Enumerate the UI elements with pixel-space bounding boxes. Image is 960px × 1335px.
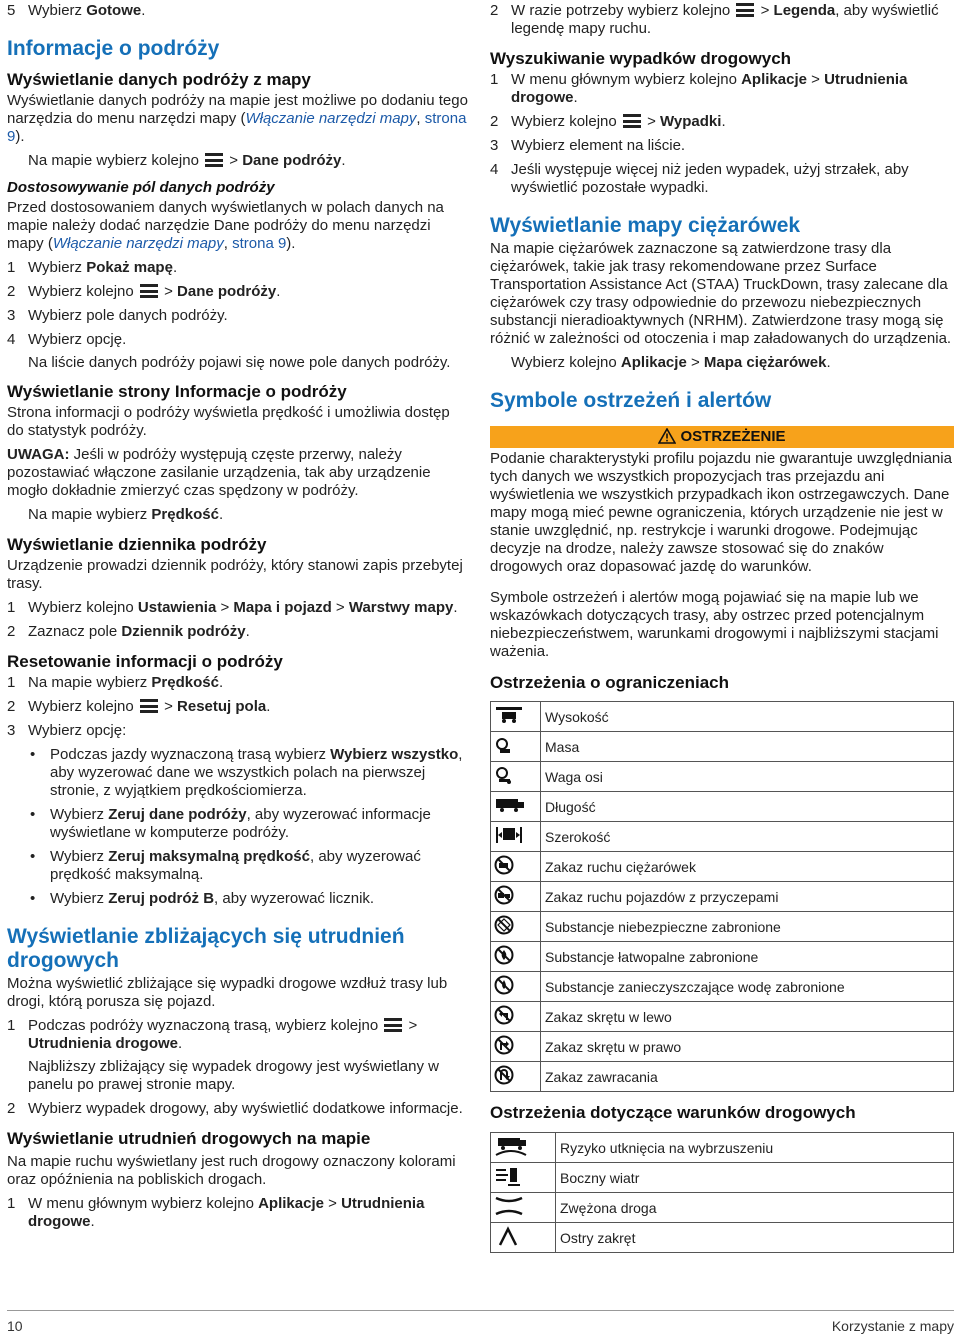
section-title-trip-info: Informacje o podróży (7, 37, 220, 60)
restriction-row (491, 702, 954, 732)
traffic-map-step-1 (7, 1195, 469, 1231)
step-text: Wybierz opcję: (28, 722, 127, 739)
punct: . (341, 152, 346, 169)
ui-label: Legenda (773, 2, 836, 19)
narrow-road-icon (491, 1193, 556, 1223)
menu-icon (140, 699, 158, 713)
punct: . (453, 599, 458, 616)
step-number: 3 (7, 722, 16, 739)
text: Wybierz (50, 890, 109, 907)
ui-label: Gotowe (86, 2, 142, 19)
text: Wybierz kolejno (28, 283, 138, 300)
step-number: 2 (7, 698, 16, 715)
customize-note: Na liście danych podróży pojawi się nowe pole danych podróży. (28, 354, 451, 371)
step-number: 1 (7, 674, 16, 691)
no-u-turn-icon (491, 1062, 541, 1092)
step-number: 1 (490, 71, 499, 88)
step-number: 1 (7, 1195, 16, 1212)
ui-label: Aplikacje (258, 1195, 324, 1212)
punct: . (218, 506, 224, 523)
page-number: 10 (7, 1318, 23, 1334)
right-column (490, 0, 954, 1253)
restriction-row (491, 912, 954, 942)
restriction-label: Zakaz ruchu pojazdów z przyczepami (541, 882, 954, 912)
text: , aby wyświetlić legendę mapy ruchu. (511, 2, 939, 37)
upcoming-step-2 (7, 1100, 469, 1118)
search-step-2 (490, 113, 954, 131)
axle-weight-icon (491, 762, 541, 792)
text: , (416, 110, 425, 127)
step-text: Wybierz wypadek drogowy, aby wyświetlić dodatkowe informacje. (28, 1100, 463, 1117)
punct: . (178, 1035, 183, 1052)
text: Wybierz (50, 848, 109, 865)
road-conditions-table (490, 1132, 954, 1253)
page-footer (7, 1310, 954, 1334)
heading-reset: Resetowanie informacji o podróży (7, 652, 283, 671)
separator: > (323, 1195, 342, 1212)
ui-label: Utrudnienia drogowe (511, 71, 908, 106)
restriction-row (491, 732, 954, 762)
width-icon (491, 822, 541, 852)
punct: . (721, 113, 726, 130)
text: Podczas podróży wyznaczoną trasą, wybierz kolejno (28, 1017, 383, 1034)
condition-label: Zwężona droga (556, 1193, 954, 1223)
step-number: 5 (7, 2, 16, 19)
restriction-row (491, 882, 954, 912)
heading-trip-log: Wyświetlanie dziennika podróży (7, 535, 267, 554)
separator: > (216, 599, 234, 616)
step-text: Wybierz opcję. (28, 331, 127, 348)
text: Podczas jazdy wyznaczoną trasą wybierz (50, 746, 331, 763)
punct: . (573, 89, 578, 106)
text: , aby wyzerować informacje wyświetlane w komputerze podróży. (50, 806, 431, 841)
text: Wybierz kolejno (28, 599, 138, 616)
link-enable-map-tools[interactable]: Włączanie narzędzi mapy (52, 235, 224, 252)
text: Wybierz kolejno (28, 698, 138, 715)
paragraph-upcoming: Można wyświetlić zbliżające się wypadki drogowe wzdłuż trasy lub drogi, którą porusza się pojazd. (7, 975, 448, 1010)
link-enable-map-tools[interactable]: Włączanie narzędzi mapy (245, 110, 417, 127)
customize-step-2 (7, 283, 469, 301)
restrictions-table (490, 701, 954, 1092)
restriction-label: Masa (541, 732, 954, 762)
restriction-label: Zakaz skrętu w lewo (541, 1002, 954, 1032)
customize-step-4 (7, 331, 469, 349)
warning-banner (490, 426, 954, 448)
step-text: Wybierz element na liście. (511, 137, 686, 154)
ui-label: Utrudnienia drogowe (28, 1035, 178, 1052)
reset-step-3 (7, 722, 469, 740)
sharp-curve-icon (491, 1223, 556, 1253)
ui-label: Dane podróży (177, 283, 277, 300)
paragraph-trip-log: Urządzenie prowadzi dziennik podróży, który stanowi zapis przebytej trasy. (7, 557, 463, 592)
paragraph-info-page: Strona informacji o podróży wyświetla prędkość i umożliwia dostęp do statystyk podróży. (7, 404, 450, 439)
ui-label: Wypadki (660, 113, 722, 130)
heading-traffic-on-map: Wyświetlanie utrudnień drogowych na mapie (7, 1129, 371, 1148)
text: Na mapie wybierz (28, 674, 152, 691)
no-trucks-icon (491, 852, 541, 882)
text: ). (286, 235, 296, 252)
restriction-row (491, 792, 954, 822)
text: Wybierz kolejno (511, 354, 621, 371)
text: Wybierz (50, 806, 109, 823)
restriction-row (491, 822, 954, 852)
punct: . (141, 2, 146, 19)
no-left-turn-icon (491, 1002, 541, 1032)
instruction-speed (7, 506, 469, 524)
no-right-turn-icon (491, 1032, 541, 1062)
paragraph-customize (7, 199, 469, 253)
punct: . (172, 259, 178, 276)
step-number: 1 (7, 599, 16, 616)
length-icon (491, 792, 541, 822)
step-number: 2 (7, 283, 16, 300)
height-icon (491, 702, 541, 732)
step-number: 3 (490, 137, 499, 154)
search-step-3 (490, 137, 954, 155)
warning-label: OSTRZEŻENIE (680, 428, 786, 445)
paragraph-symbols: Symbole ostrzeżeń i alertów mogą pojawiać się na mapie lub we wskazówkach dotyczących trasy, aby ostrzec przed potencjalnym niebezpieczeństwem, warunkami drogowymi i najbliższymi stacjami ważenia. (490, 589, 939, 660)
restriction-label: Waga osi (541, 762, 954, 792)
separator: > (159, 283, 178, 300)
reset-step-1 (7, 674, 469, 692)
separator: > (331, 599, 349, 616)
punct: . (826, 354, 831, 371)
restriction-row (491, 762, 954, 792)
condition-row (491, 1133, 954, 1163)
bullet: • (30, 848, 36, 865)
text: , (223, 235, 233, 252)
restriction-label: Zakaz zawracania (541, 1062, 954, 1092)
restriction-label: Wysokość (541, 702, 954, 732)
ui-label: Prędkość (151, 506, 219, 523)
log-step-1 (7, 599, 469, 617)
section-title-upcoming-traffic: Wyświetlanie zbliżających się utrudnień drogowych (7, 925, 405, 972)
no-trailers-icon (491, 882, 541, 912)
reset-option-1 (7, 746, 469, 800)
section-title-truck-map: Wyświetlanie mapy ciężarówek (490, 214, 801, 237)
ui-label: Zeruj maksymalną prędkość (108, 848, 310, 865)
step-number: 1 (7, 259, 16, 276)
restriction-row (491, 1032, 954, 1062)
condition-row (491, 1223, 954, 1253)
separator: > (159, 698, 178, 715)
separator: > (756, 2, 774, 19)
separator: > (642, 113, 661, 130)
text: Wybierz kolejno (511, 113, 621, 130)
search-step-1 (490, 71, 954, 107)
link-page-9[interactable]: strona 9 (7, 110, 467, 145)
grounding-risk-icon (491, 1133, 556, 1163)
step-number: 2 (490, 113, 499, 130)
customize-step-3 (7, 307, 469, 325)
text: Zaznacz pole (28, 623, 122, 640)
section-title-warning-symbols: Symbole ostrzeżeń i alertów (490, 389, 772, 412)
punct: . (266, 698, 271, 715)
paragraph-traffic-on-map: Na mapie ruchu wyświetlany jest ruch drogowy oznaczony kolorami oraz opóźnienia na pobliskich drogach. (7, 1153, 456, 1188)
ui-label: Dziennik podróży (121, 623, 246, 640)
no-water-pollutant-icon (491, 972, 541, 1002)
text: W razie potrzeby wybierz kolejno (511, 2, 735, 19)
restriction-label: Zakaz ruchu ciężarówek (541, 852, 954, 882)
ui-label: Zeruj dane podróży (108, 806, 247, 823)
punct: . (245, 623, 250, 640)
paragraph-truck-map: Na mapie ciężarówek zaznaczone są zatwierdzone trasy dla ciężarówek, takie jak trasy rekomendowane przez Surface Transportation Assistance Act (STAA) TruckDown, trasy zalecane dla ciężarówek czy trasy odpowiednie do przewozu niebezpiecznych substancji nieradioaktywnych (NRHM). Zatwierdzone trasy mogą się różnić w zależności od otoczenia i map załadowanych do urządzenia. (490, 240, 952, 347)
reset-option-3 (7, 848, 469, 884)
ui-label: Pokaż mapę (86, 259, 173, 276)
restriction-label: Szerokość (541, 822, 954, 852)
warning-triangle-icon (658, 428, 676, 451)
step-number: 2 (7, 1100, 16, 1117)
step-number: 3 (7, 307, 16, 324)
link-page-9[interactable]: strona 9 (232, 235, 287, 252)
heading-search-incidents: Wyszukiwanie wypadków drogowych (490, 49, 792, 68)
text: W menu głównym wybierz kolejno (28, 1195, 259, 1212)
ui-label: Resetuj pola (177, 698, 267, 715)
punct: . (218, 674, 224, 691)
ui-label: Aplikacje (741, 71, 807, 88)
text: Przed dostosowaniem danych wyświetlanych w polach danych na mapie należy dodać narzędzie Dane podróży do menu narzędzi mapy ( (7, 199, 444, 252)
restriction-label: Zakaz skrętu w prawo (541, 1032, 954, 1062)
step-5 (7, 2, 469, 20)
weight-icon (491, 732, 541, 762)
text: ). (15, 128, 25, 145)
paragraph-trip-data (7, 92, 469, 146)
ui-label: Aplikacje (620, 354, 687, 371)
restriction-label: Substancje łatwopalne zabronione (541, 942, 954, 972)
crosswind-icon (491, 1163, 556, 1193)
restriction-row (491, 852, 954, 882)
text: , aby wyzerować dane we wszystkich polach na pierwszej stronie, z wyjątkiem prędkościomierza. (50, 746, 463, 799)
ui-label: Utrudnienia drogowe (28, 1195, 425, 1230)
step-text: Wybierz pole danych podróży. (28, 307, 228, 324)
note-paragraph (7, 446, 469, 500)
instruction-truck-map (490, 354, 954, 372)
text: Na mapie wybierz (28, 506, 152, 523)
heading-road-conditions: Ostrzeżenia dotyczące warunków drogowych (490, 1103, 856, 1122)
restriction-label: Substancje niebezpieczne zabronione (541, 912, 954, 942)
customize-step-1 (7, 259, 469, 277)
reset-option-4 (7, 890, 469, 908)
step-number: 2 (7, 623, 16, 640)
reset-step-2 (7, 698, 469, 716)
traffic-map-step-2 (490, 2, 954, 38)
menu-icon (140, 284, 158, 298)
ui-label: Wybierz wszystko (330, 746, 459, 763)
step-text: Wybierz (28, 2, 87, 19)
ui-label: Dane podróży (242, 152, 342, 169)
text: W menu głównym wybierz kolejno (511, 71, 742, 88)
condition-label: Ryzyko utknięcia na wybrzuszeniu (556, 1133, 954, 1163)
condition-label: Boczny wiatr (556, 1163, 954, 1193)
menu-icon (205, 153, 223, 167)
search-step-4 (490, 161, 954, 197)
text: , aby wyzerować prędkość maksymalną. (50, 848, 421, 883)
text: Na mapie wybierz kolejno (28, 152, 204, 169)
bullet: • (30, 890, 36, 907)
no-flammable-icon (491, 942, 541, 972)
ui-label: Prędkość (151, 674, 219, 691)
step-text: Jeśli występuje więcej niż jeden wypadek, użyj strzałek, aby wyświetlić pozostałe wypadki. (511, 161, 909, 196)
step-number: 2 (490, 2, 499, 19)
ui-label: Mapa ciężarówek (703, 354, 827, 371)
paragraph-warning: Podanie charakterystyki profilu pojazdu nie gwarantuje uwzględniania tych danych we wszystkich propozycjach tras przejazdu ani wyświetlenia we wszystkich przypadkach ikon ostrzegawczych. Dane mapy mogą mieć pewne ograniczenia, których urządzenie nie jest w stanie uwzględnić, np. restrykcje i warunki drogowe. Podejmując decyzje na drodze, należy zawsze stosować się do znaków drogowych oraz dopasować jazdę do warunków. (490, 450, 952, 575)
step-number: 4 (490, 161, 499, 178)
heading-trip-data: Wyświetlanie danych podróży z mapy (7, 70, 311, 89)
ui-label: Mapa i pojazd (233, 599, 332, 616)
punct: . (90, 1213, 95, 1230)
restriction-label: Długość (541, 792, 954, 822)
separator: > (806, 71, 825, 88)
condition-row (491, 1163, 954, 1193)
restriction-row (491, 972, 954, 1002)
separator: > (686, 354, 704, 371)
step-number: 4 (7, 331, 16, 348)
left-column (7, 0, 469, 1231)
text: Wybierz (28, 259, 87, 276)
reset-option-2 (7, 806, 469, 842)
log-step-2 (7, 623, 469, 641)
restriction-label: Substancje zanieczyszczające wodę zabronione (541, 972, 954, 1002)
text: Wyświetlanie danych podróży na mapie jest możliwe po dodaniu tego narzędzia do menu narzędzi mapy ( (7, 92, 468, 127)
bullet: • (30, 806, 36, 823)
menu-icon (384, 1018, 402, 1032)
upcoming-step-1 (7, 1017, 469, 1053)
section-name: Korzystanie z mapy (831, 1318, 954, 1334)
menu-icon (623, 114, 641, 128)
text: , aby wyzerować licznik. (214, 890, 375, 907)
punct: . (276, 283, 281, 300)
menu-icon (736, 3, 754, 17)
restriction-row (491, 1002, 954, 1032)
restriction-row (491, 1062, 954, 1092)
bullet: • (30, 746, 36, 763)
heading-restrictions: Ostrzeżenia o ograniczeniach (490, 673, 730, 692)
separator: > (225, 152, 243, 169)
no-hazmat-icon (491, 912, 541, 942)
separator: > (404, 1017, 418, 1034)
upcoming-note: Najbliższy zbliżający się wypadek drogowy jest wyświetlany w panelu po prawej stronie mapy. (28, 1058, 439, 1093)
note-label: UWAGA: (7, 446, 70, 463)
heading-customize-fields: Dostosowywanie pól danych podróży (7, 179, 275, 196)
instruction-trip-data (7, 152, 469, 170)
restriction-row (491, 942, 954, 972)
step-number: 1 (7, 1017, 16, 1034)
ui-label: Zeruj podróż B (108, 890, 215, 907)
condition-row (491, 1193, 954, 1223)
condition-label: Ostry zakręt (556, 1223, 954, 1253)
note-text: Jeśli w podróży występują częste przerwy, należy pozostawiać włączone zasilanie urządzenia, tak aby urządzenie mogło dokładnie zmierzyć czas spędzony w podróży. (7, 446, 431, 499)
heading-info-page: Wyświetlanie strony Informacje o podróży (7, 382, 347, 401)
ui-label: Ustawienia (137, 599, 217, 616)
ui-label: Warstwy mapy (348, 599, 454, 616)
